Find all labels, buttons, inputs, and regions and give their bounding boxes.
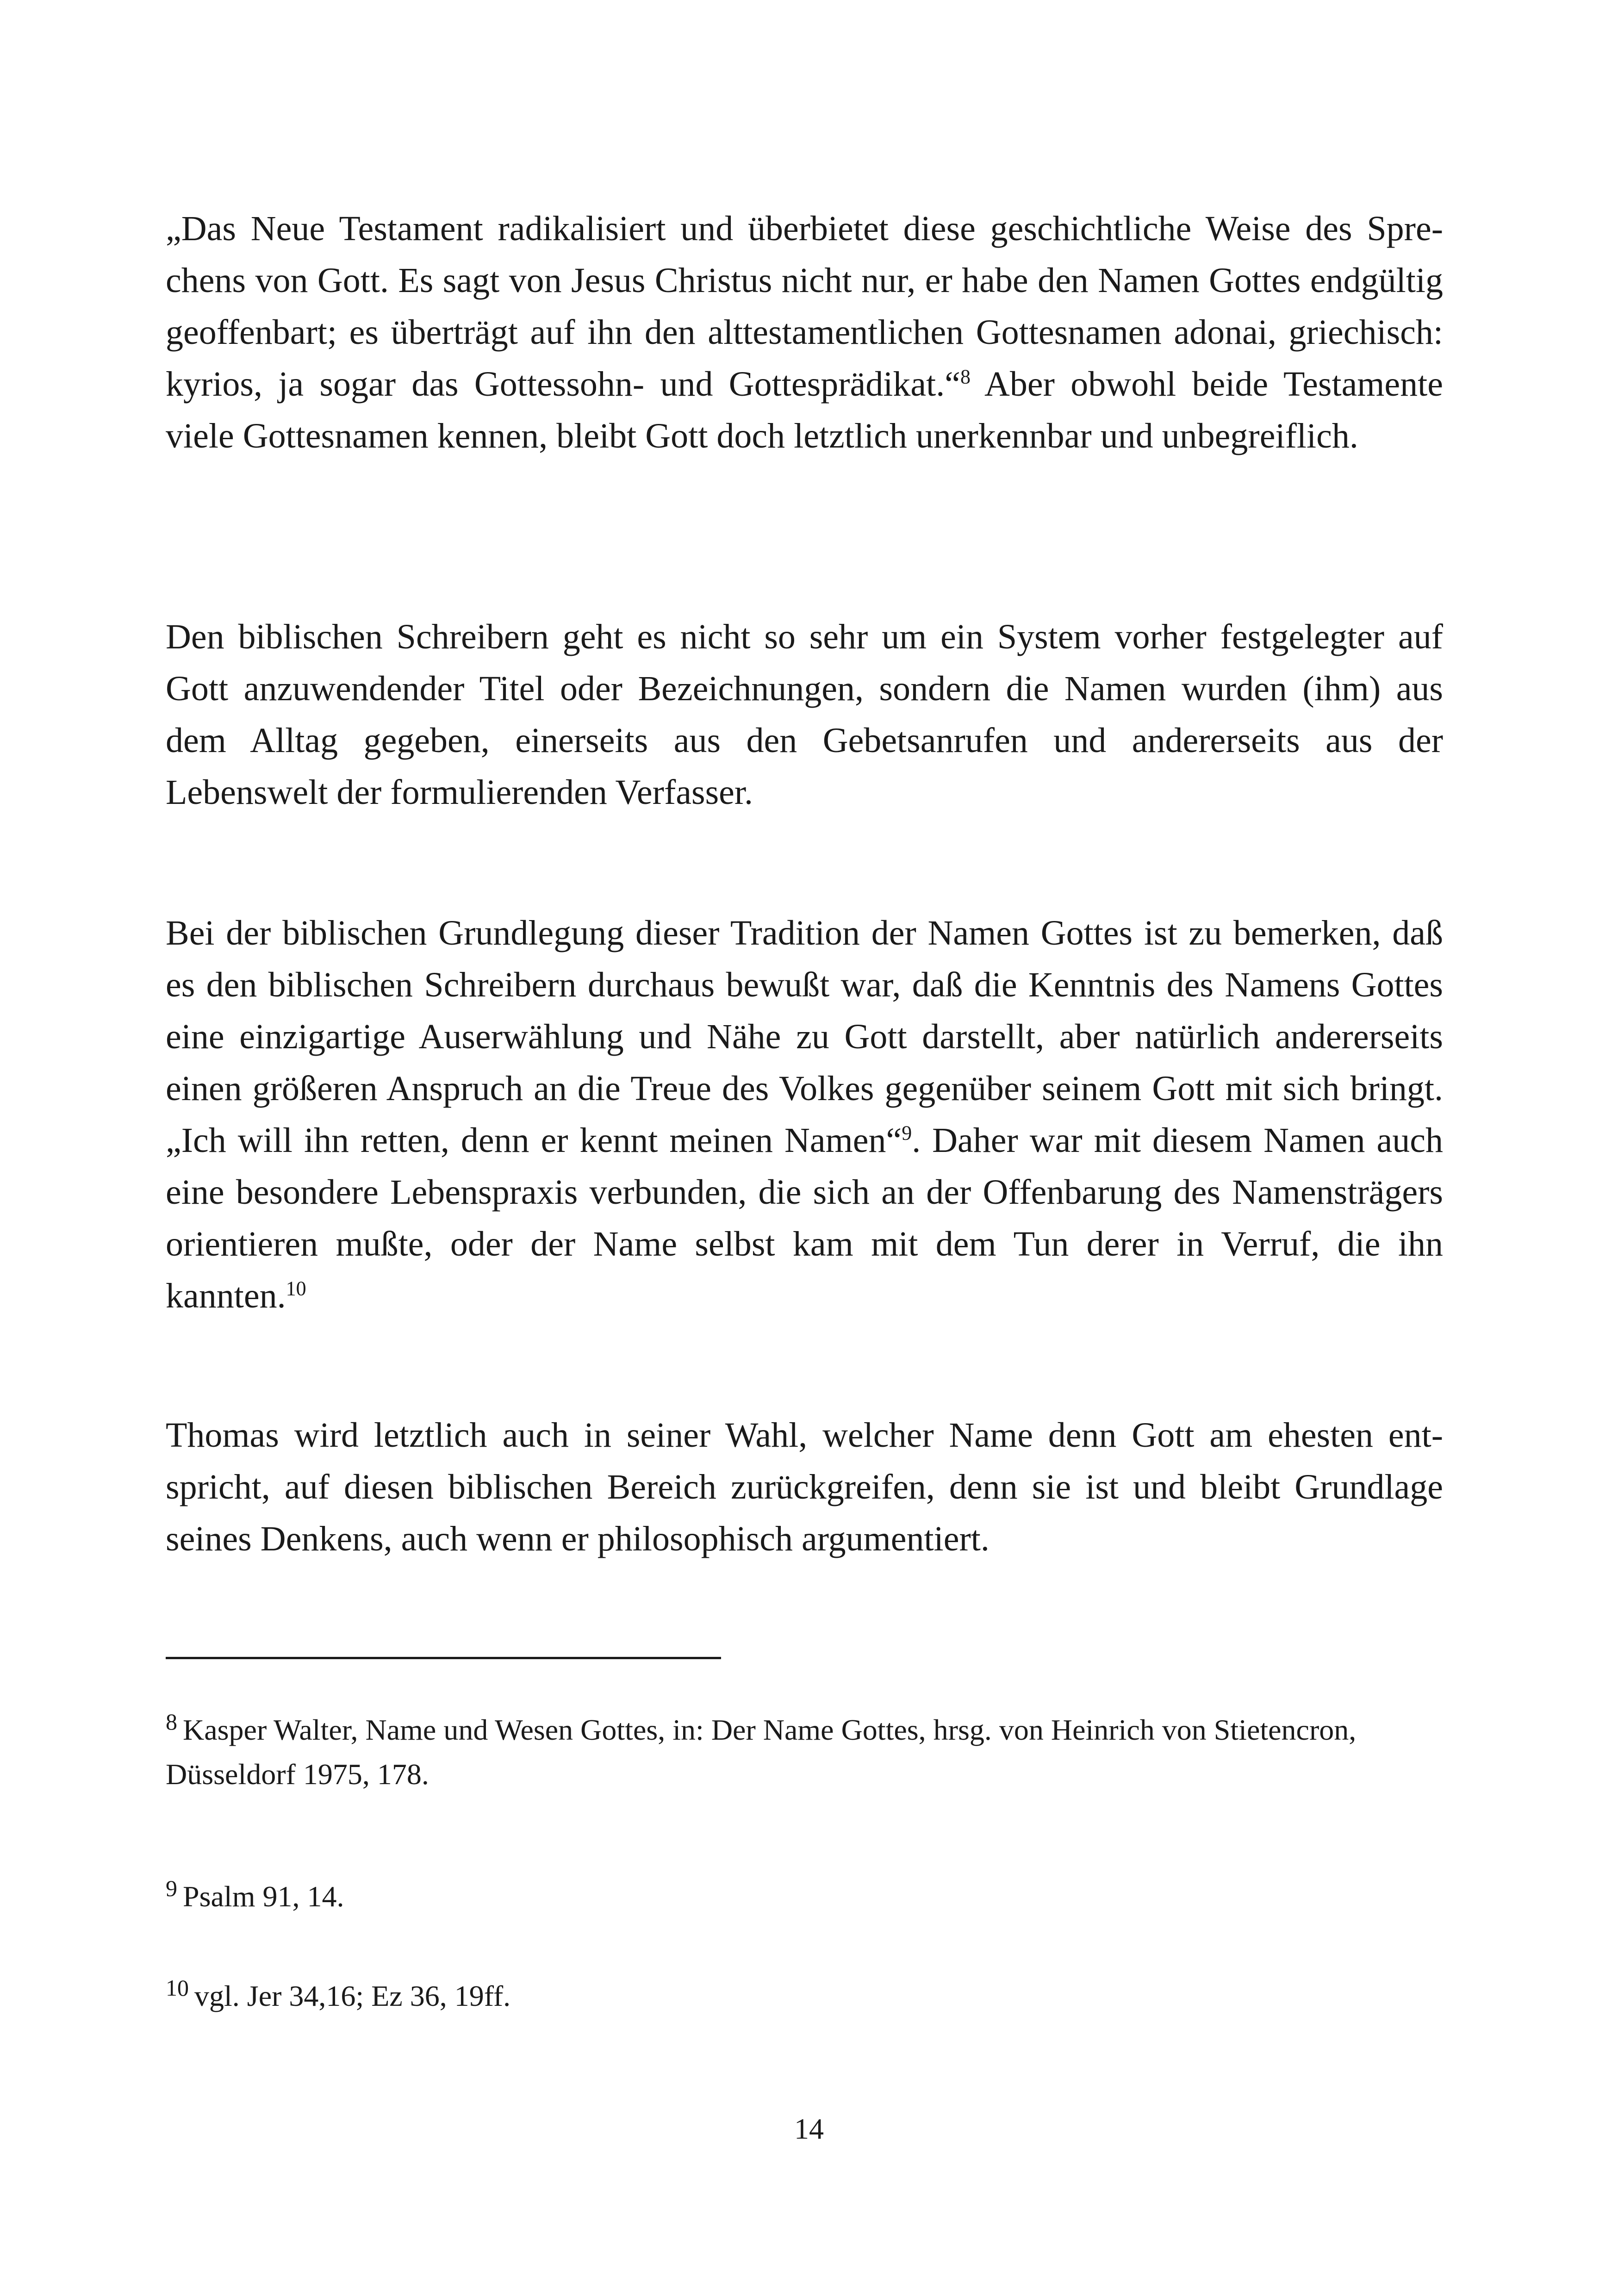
paragraph-4-text: Thomas wird letztlich auch in seiner Wahl, welcher Name denn Gott am ehesten entspricht, auf diesen biblischen Bereich zurückgreifen, denn sie ist und bleibt Grundlage seines Denkens, auch wenn er philosophisch argumentiert. — [166, 1416, 1443, 1558]
page-number: 14 — [794, 2112, 824, 2145]
footnote-number: 9 — [166, 1875, 177, 1901]
paragraph-3 — [166, 907, 1443, 1322]
footnote-text: Psalm 91, 14. — [183, 1880, 344, 1913]
footnote-text: vgl. Jer 34,16; Ez 36, 19ff. — [194, 1979, 511, 2012]
footnote-number: 10 — [166, 1974, 189, 2001]
footnote-ref-8[interactable]: 8 — [960, 365, 971, 388]
paragraph-1-text-cont: Aber obwohl beide Testamente viele Gottesnamen kennen, bleibt Gott doch letztlich unerkennbar und unbegreiflich. — [166, 365, 1443, 455]
footnote-9 — [166, 1874, 1443, 1919]
footnote-10 — [166, 1974, 1443, 2018]
paragraph-1 — [166, 203, 1443, 462]
footnote-ref-10[interactable]: 10 — [286, 1277, 306, 1300]
footnote-8 — [166, 1708, 1443, 1797]
paragraph-2-text: Den biblischen Schreibern geht es nicht so sehr um ein System vorher festgelegter auf Gott anzuwendender Titel oder Bezeichnungen, sondern die Namen wurden (ihm) aus dem Alltag gegeben, einerseits aus den Gebetsanrufen und andererseits aus der Lebenswelt der formulierenden Verfasser. — [166, 617, 1443, 812]
footnote-text: Kasper Walter, Name und Wesen Gottes, in: Der Name Gottes, hrsg. von Heinrich von Stietencron, Düsseldorf 1975, 178. — [166, 1713, 1357, 1791]
footnote-ref-9[interactable]: 9 — [902, 1121, 912, 1145]
paragraph-1-text: „Das Neue Testament radikalisiert und überbietet diese geschichtliche Weise des Sprechens von Gott. Es sagt von Jesus Christus nicht nur, er habe den Namen Gottes endgültig geoffenbart; es überträgt auf ihn den alttestamentlichen Gottesnamen adonai, griechisch: kyrios, ja sogar das Gottessohn- und Gottesprädikat.“ — [166, 209, 1443, 404]
paragraph-4 — [166, 1409, 1443, 1565]
footnote-separator — [166, 1657, 721, 1659]
footnote-number: 8 — [166, 1708, 177, 1735]
paragraph-2 — [166, 611, 1443, 818]
paragraph-3-text-cont: . Daher war mit diesem Namen auch eine besondere Lebenspraxis verbunden, die sich an der Offenbarung des Namensträgers orientieren mußte, oder der Name selbst kam mit dem Tun derer in Verruf, die ihn kannten. — [166, 1121, 1443, 1315]
paragraph-3-text: Bei der biblischen Grundlegung dieser Tradition der Namen Gottes ist zu bemerken, daß es den biblischen Schreibern durchaus bewußt war, daß die Kenntnis des Namens Gottes eine einzigartige Auserwählung und Nähe zu Gott darstellt, aber natürlich andererseits einen größeren Anspruch an die Treue des Volkes gegenüber seinem Gott mit sich bringt. „Ich will ihn retten, denn er kennt meinen Namen“ — [166, 914, 1443, 1160]
